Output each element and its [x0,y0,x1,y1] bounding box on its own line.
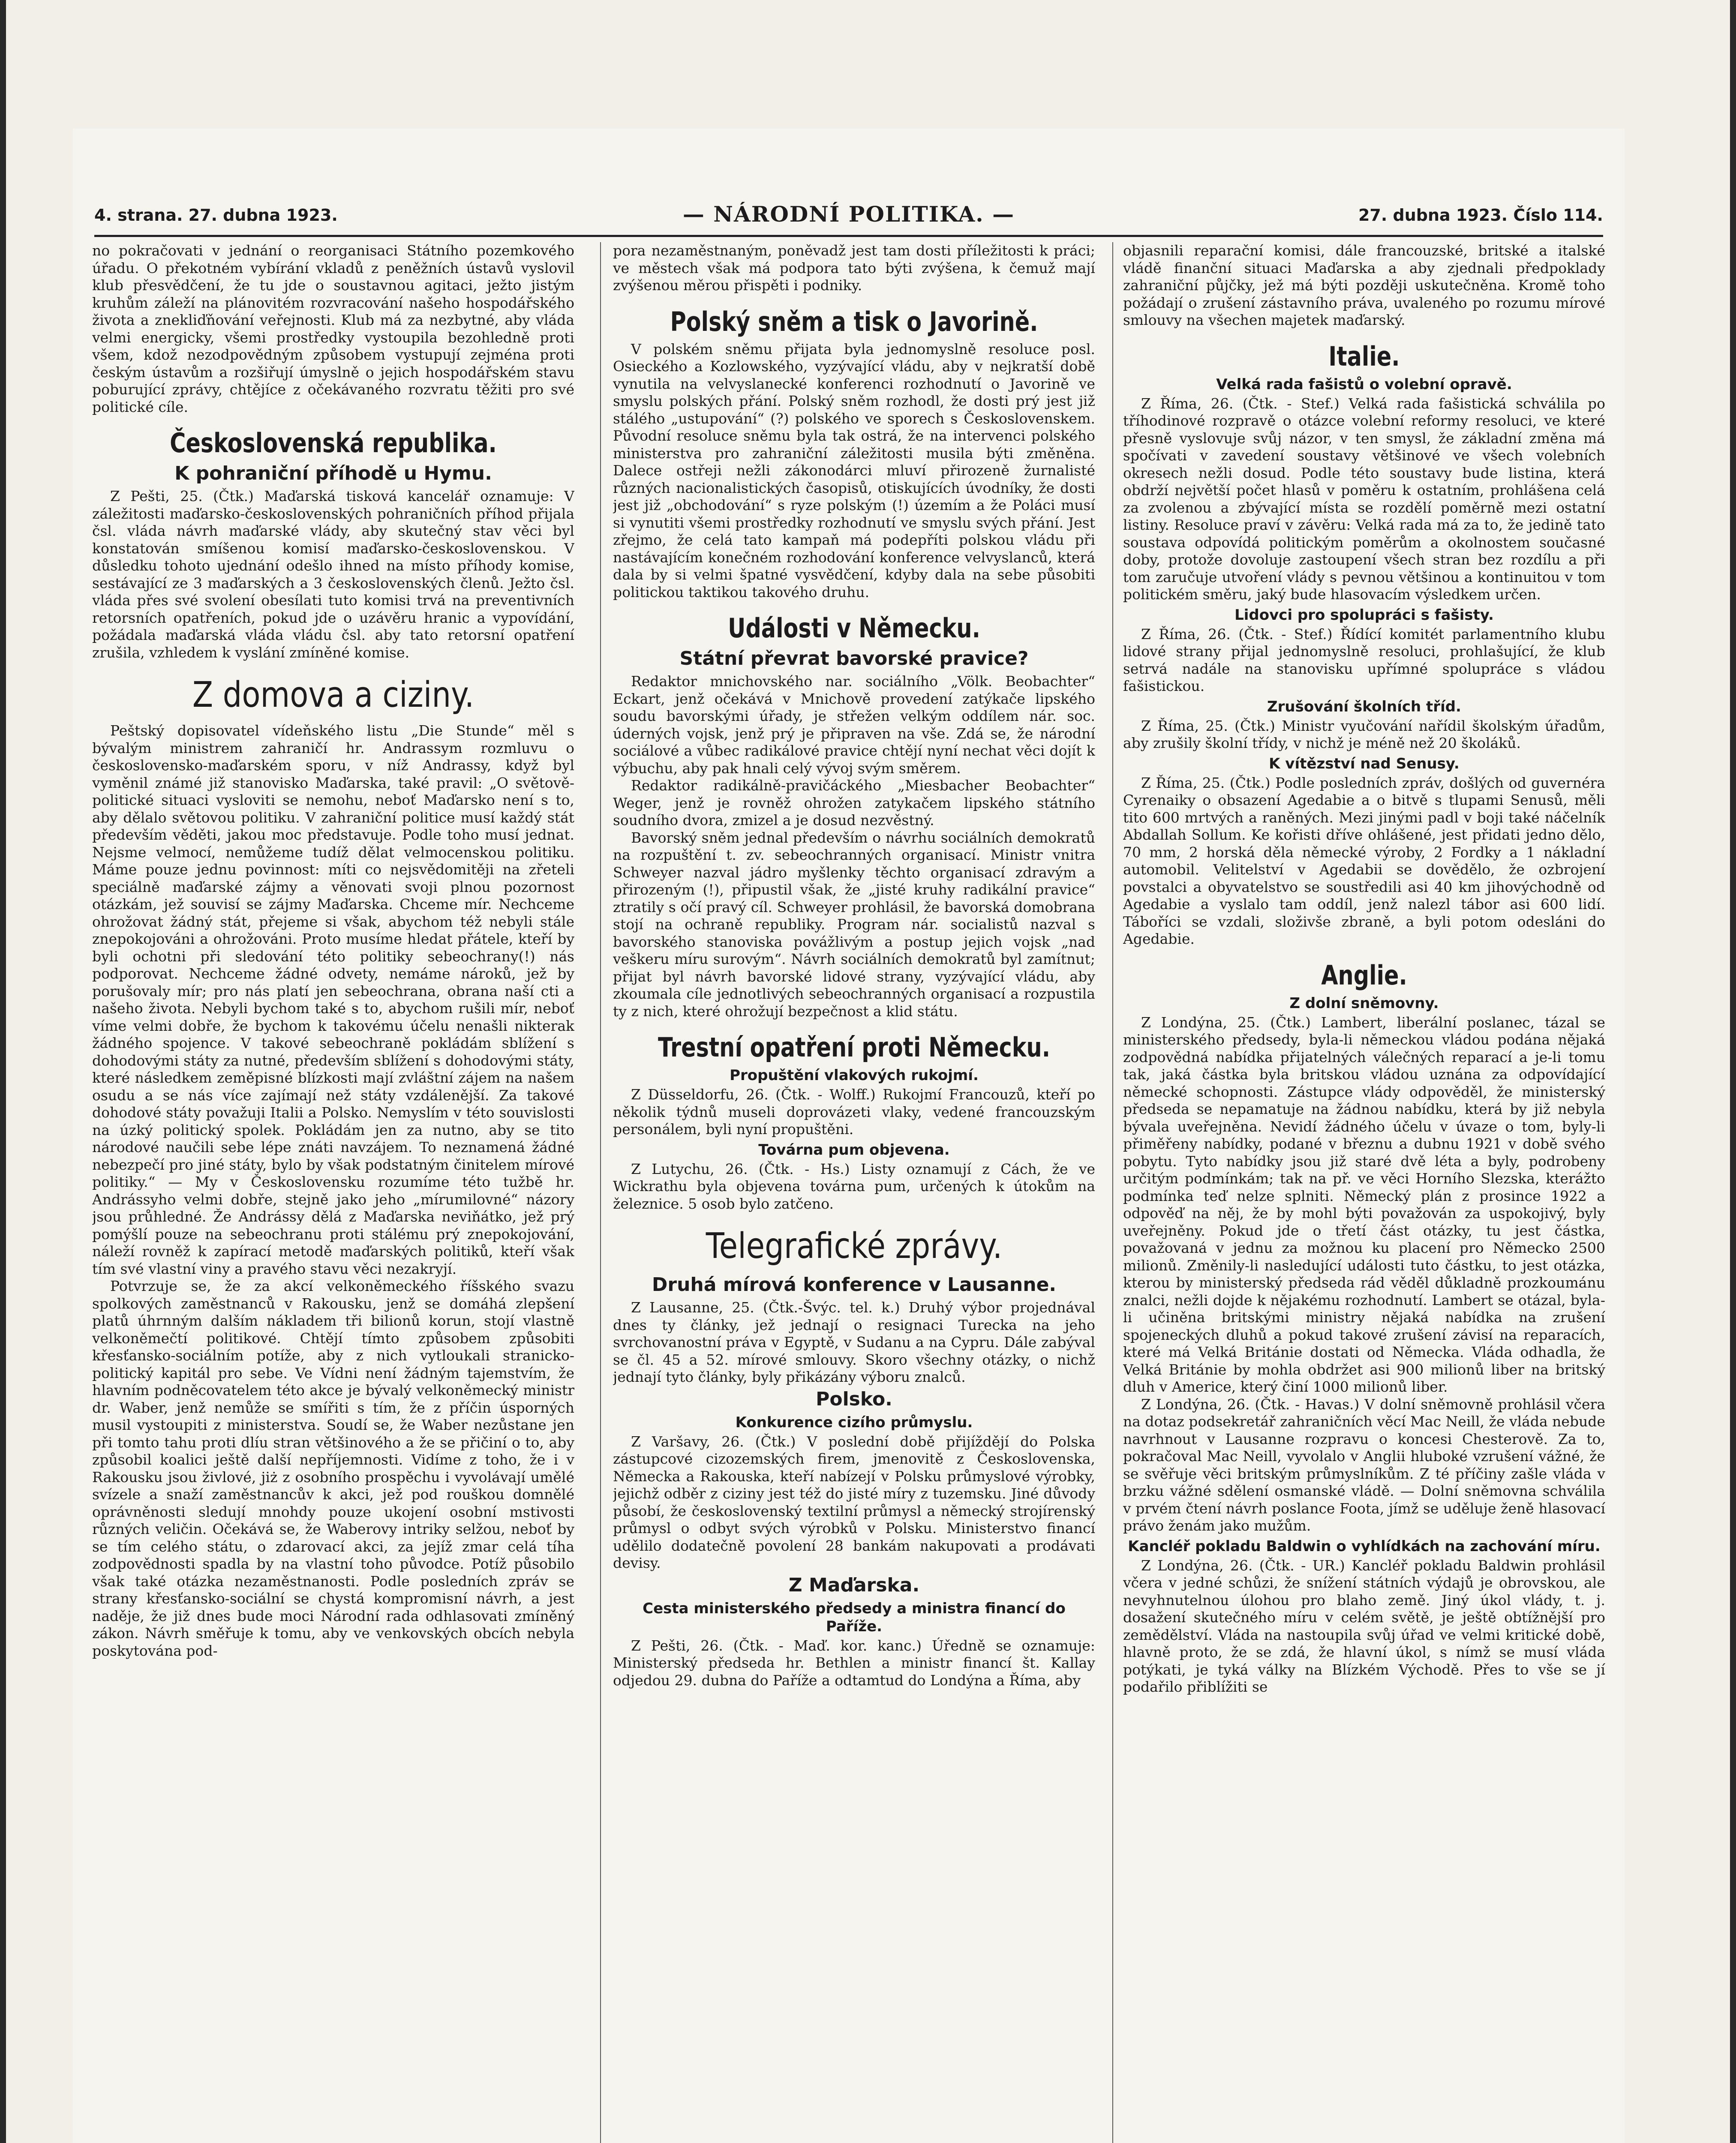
article-text: Potvrzuje se, že za akcí velkoněmeckého říšského svazu spolkových zaměstnanců v Rakousku, jenž se domáhá zlepšení platů úhrnným dalším nákladem tři bilionů korun, stojí vlastně velkoněmečtí politikové. Chtějí tímto způsobem způsobiti křesťansko-sociálním potíže, aby z nich vytloukali stranicko-politický kapitál pro sebe. Ve Vídni není žádným tajemstvím, že hlavním podněcovatelem této akce je bývalý velkoněmecký ministr dr. Waber, jenž nemůže se smířiti s tím, že z příčin úsporných musil vystoupiti z ministerstva. Soudí se, že Waber nezůstane jen při tomto tahu proti dlíu stran většinového a že se přičiní o to, aby způsobil koalici ještě další nepříjemnosti. Vidíme z toho, že i v Rakousku jsou živlové, jiż z osobního prospěchu i vyvolávají umělé svízele a snaží zaměstnancův k akci, jež pod rouškou domnělé oprávněnosti sledují mnohdy pouze ukojení osobní mstivosti různých veličin. Očekává se, že Waberovy intriky selžou, neboť by se tím celého státu, o zdarovací akci, za jejíž zmar celá tíha zodpovědnosti spadla by na vlastní toho původce. Potíž působilo však také otázka nezaměstnanosti. Podle posledních zpráv se strany křesťansko-sociální se chystá kompromisní návrh, a jest naděje, že již dnes bude moci Národní rada odhlasovati zmíněný zákon. Návrh směřuje k tomu, aby ve venkovských obcích nebyla poskytována pod- [92,1278,574,1659]
article-heading: Propuštění vlakových rukojmí. [730,1067,979,1084]
column-2 [613,242,1095,2143]
article-text: Z Düsseldorfu, 26. (Čtk. - Wolff.) Rukojmí Francouzů, kteří po několik týdnů museli doprovázeti vlaky, vedené francouzským personálem, byli nyní propuštěni. [613,1086,1095,1138]
article-text: Z Lutychu, 26. (Čtk. - Hs.) Listy oznamují z Cách, že ve Wickrathu byla objevena továrna pum, určených k útokům na železnice. 5 osob bylo zatčeno. [613,1160,1095,1212]
section-heading: Z domova a ciziny. [192,675,475,715]
header-rule [94,235,1603,237]
section-heading: Polský sněm a tisk o Javorině. [670,306,1038,337]
article-text: Bavorský sněm jednal především o návrhu sociálních demokratů na rozpuštění t. zv. sebeochranných organisací. Ministr vnitra Schweyer nazval jádro myšlenky těchto organisací zdravým a přirozeným (!), připustil však, že „jisté kruhy radikální pravice“ ztratily s očí pravý cíl. Schweyer prohlásil, že bavorská domobrana stojí na ochraně republiky. Program nár. socialistů nazval s bavorského stanoviska povážlivým a postup jejich vojsk „nad veškeru míru surovým“. Návrh sociálních demokratů byl zamítnut; přijat byl návrh bavorské lidové strany, vyzývající vládu, aby zkoumala cíle jednotlivých sebeochranných organisací a rozpustila ty z nich, které ohrožují bezpečnost a klid státu. [613,829,1095,1020]
column-divider [1112,242,1113,2143]
article-heading: Velká rada fašistů o volební opravě. [1216,375,1512,393]
scan-border-left [0,0,6,2143]
article-text: Z Varšavy, 26. (Čtk.) V poslední době přijíždějí do Polska zástupcové cizozemských firem, jmenovitě z Československa, Německa a Rakouska, kteří nabízejí v Polsku průmyslové výrobky, jejichž odběr z ciziny jest též do jisté míry z tuzemsku. Jiné důvody působí, že československý textilní průmysl a německý strojírenský průmysl o odbyt svých výrobků v Polsku. Ministerstvo financí udělilo dodatečně povolení 28 bankám nakupovati a prodávati devisy. [613,1433,1095,1571]
article-text: Z Říma, 25. (Čtk.) Podle posledních zpráv, došlých od guvernéra Cyrenaiky o obsazení Agedabie a o bitvě s tlupami Senusů, měli tito 600 mrtvých a raněných. Mezi jinými padl v boji také náčelník Abdallah Sollum. Ke kořisti dříve ohlášené, jest přidati jedno dělo, 70 mm, 2 horská děla německé výroby, 2 Fordky a 1 nákladní automobil. Velitelství v Agedabii se dovědělo, že ozbrojení povstalci a obyvatelstvo se soustředili asi 40 km jihovýchodně od Agedabie a vyslalo tam oddíl, jenž nalezl tábor asi 600 lidí. Táboříci se vzdali, složivše zbraně, a byli potom odesláni do Agedabie. [1123,774,1605,947]
article-text: objasnili reparační komisi, dále francouzské, britské a italské vládě finanční situaci Maďarska a aby zjednali předpoklady zahraniční půjčky, jež má býti později uskutečněna. Kromě toho požádají o zrušení zástavního práva, uvaleného po rozumu mírové smlouvy na všechen majetek maďarský. [1123,242,1605,328]
article-heading: Druhá mírová konference v Lausanne. [652,1274,1057,1296]
column-divider [600,242,601,2143]
article-text: pora nezaměstnaným, poněvadž jest tam dosti příležitosti k práci; ve městech však má podpora tato býti zvýšena, k čemuž mají zvýšenou měrou přispěti i podniky. [613,242,1095,294]
page-header [94,201,1603,231]
article-text: V polském sněmu přijata byla jednomyslně resoluce posl. Osieckého a Kozlowského, vyzývající vládu, aby v nejkratší době vynutila na velvyslanecké konferenci rozhodnutí o Javorině ve smyslu polských přání. Polský sněm rozhodl, že dosti prý jest již stálého „ustupování“ (?) polského ve sporech s Československem. Původní resoluce sněmu byla tak ostrá, že na intervenci polského ministerstva pro zahraniční záležitosti musila býti změněna. Dalece ostřeji nežli zákonodárci mluví přirozeně žurnalisté různých nacionalistických časopisů, otiskujících úvodníky, že dosti jest již „obchodování“ s ryze polským (!) územím a že Poláci musí si vynutiti všemi prostředky rozhodnutí ve smyslu svých přání. Jest zřejmo, že celá tato kampaň má podepříti polskou vládu při nastávajícím konečném rozhodování konference velvyslanců, která dala by si velmi špatné vysvědčení, kdyby dala na sebe působiti politickou taktikou takového druhu. [613,340,1095,600]
article-text: Peštský dopisovatel vídeňského listu „Die Stunde“ měl s bývalým ministrem zahraničí hr. Andrassym rozmluvu o československo-maďarském sporu, v níž Andrassy, když byl vyměnil známé již stanovisko Maďarska, také pravil: „O světově-politické situaci vysloviti se nemohu, neboť Maďarsko není s to, aby dělalo světovou politiku. V zahraniční politice musí každý stát především věděti, jakou moc představuje. Podle toho musí jednat. Nejsme velmocí, nemůžeme tudíž dělat velmocenskou politiku. Máme pouze jednu povinnost: míti co nejsvědomitěji na zřeteli speciálně maďarské zájmy a věnovati svoji plnou pozornost otázkám, jež souvisí se zájmy Maďarska. Chceme mír. Nechceme ohrožovat žádný stát, přejeme si však, abychom též nebyli stále znepokojováni a ohrožováni. Proto musíme hledat přátele, kteří by byli ochotni při sledování této politiky sebeochrany(!) nás podporovat. Nechceme žádné odvety, nemáme nároků, jež by porušovaly mír; pro nás platí jen sebeochrana, obrana naší cti a našeho života. Nebyli bychom také s to, abychom rušili mír, neboť víme velmi dobře, že bychom k takovému účelu nenašli nikterak žádného spojence. V takové sebeochraně pokládám sblížení s dohodovými státy za nutné, především sblížení s dohodovými státy, které následkem zeměpisné blízkosti mají zvláštní zájem na našem osudu a se nás více zajímají než státy vzdálenější. Za takové dohodové státy považuji Italii a Polsko. Nemyslím v této souvislosti na úzký politický spolek. Pokládám jen za nutno, aby se tito národové naučili sebe lépe znáti navzájem. To neznamená žádné nebezpečí pro jiné státy, bylo by však podstatným činitelem mírové politiky.“ — My v Československu rozumíme této tužbě hr. Andrássyho velmi dobře, stejně jako jeho „mírumilovné“ názory jsou průhledné. Že Andrássy dělá z Maďarska neviňátko, jež prý pomýšlí pouze na sebeochranu proti stálému prý znepokojování, náleží rovněž k zapírací metodě maďarských politiků, kteří však tím své vlastní viny a pravého stavu věci nezakryjí. [92,722,574,1277]
column-1 [92,242,574,2143]
article-heading: Zrušování školních tříd. [1267,698,1461,715]
article-heading: Lidovci pro spolupráci s fašisty. [1234,606,1494,624]
article-heading: Kancléř pokladu Baldwin o vyhlídkách na zachování míru. [1128,1537,1601,1555]
country-heading: Italie. [1328,340,1400,372]
article-text: Z Pešti, 26. (Čtk. - Maď. kor. kanc.) Úředně se oznamuje: Ministerský předseda hr. Bethlen a ministr financí št. Kallay odjedou 29. dubna do Paříže a odtamtud do Londýna a Říma, aby [613,1637,1095,1689]
article-text: no pokračovati v jednání o reorganisaci Státního pozemkového úřadu. O překotném vybírání vkladů z peněžních ústavů vyslovil klub přesvědčení, že tu jde o soustavnou agitaci, ježto jistým kruhům záleží na plánovitém rozvracování našeho hospodářského života a znekliďňování veřejnosti. Klub má za nezbytné, aby vláda velmi energicky, všemi prostředky vystoupila bezohledně proti všem, kdož nezodpovědným způsobem vystupují zejména proti českým ústavům a rozšiřují úmyslně o jejich hospodářském stavu poburující zprávy, chtějíce z očekávaného rozvratu těžiti pro své politické cíle. [92,242,574,415]
section-heading: Československá republika. [170,427,497,459]
masthead: — NÁRODNÍ POLITIKA. — [682,201,1015,227]
article-text: Z Lausanne, 25. (Čtk.-Švýc. tel. k.) Druhý výbor projednával dnes ty články, jež jednají o resignaci Turecka na jeho svrchovanostní práva v Egyptě, v Sudanu a na Cypru. Dále zabýval se čl. 45 a 52. mírové smlouvy. Skoro všechny otázky, o nichž jednají tyto články, byly přikázány výboru znalců. [613,1299,1095,1385]
column-3 [1123,242,1605,2143]
article-heading: K pohraniční příhodě u Hymu. [174,462,492,484]
article-heading: Státní převrat bavorské pravice? [679,648,1029,669]
country-heading: Anglie. [1321,959,1407,991]
article-text: Redaktor mnichovského nar. sociálního „Völk. Beobachter“ Eckart, jenž očekává v Mnichově provedení zatýkače lipského soudu bavorskými úřady, je střežen velkým oddílem nár. soc. úderných vojsk, jenž prý je připraven na vše. Zdá se, že národní sociálové a vůbec radikálové pravice chtějí nyní nechat věci dojít k výbuchu, aby pak hnali celý vývoj svým směrem. [613,673,1095,777]
article-text: Z Říma, 25. (Čtk.) Ministr vyučování nařídil školským úřadům, aby zrušily školní třídy, v nichž je méně než 20 školáků. [1123,717,1605,751]
country-heading: Z Maďarska. [788,1574,920,1596]
section-heading: Trestní opatření proti Německu. [658,1032,1051,1063]
issue-number: 27. dubna 1923. Číslo 114. [1358,206,1603,225]
scan-border-right [1730,0,1736,2143]
article-heading: Konkurence cizího průmyslu. [735,1414,973,1431]
country-heading: Polsko. [816,1388,892,1410]
section-heading: Telegrafické zprávy. [706,1226,1003,1267]
article-text: Redaktor radikálně-pravičáckého „Miesbacher Beobachter“ Weger, jenž je rovněž ohrožen zatykačem lipského státního soudního dvora, zmizel a je dosud nezvěstný. [613,777,1095,828]
section-heading: Události v Německu. [728,612,980,644]
page-number: 4. strana. 27. dubna 1923. [94,206,338,225]
article-heading: Cesta ministerského předsedy a ministra financí do Paříže. [643,1600,1066,1635]
article-text: Z Pešti, 25. (Čtk.) Maďarská tisková kancelář oznamuje: V záležitosti maďarsko-československých pohraničních příhod přijala čsl. vláda návrh maďarské vlády, aby skutečný stav věci byl konstatován smíšenou komisí maďarsko-československou. V důsledku tohoto ujednání odešlo ihned na místo příhody komise, sestávající ze 3 maďarských a 3 československých členů. Ježto čsl. vláda přes své svolení obesílati tuto komisi trvá na preventivních retorsních opatřeních, pokud jde o uzávěru hranic a vypovídání, požádala maďarská vláda vládu čsl. aby tato retorsní opatření zrušila, vzhledem k vyslání zmíněné komise. [92,488,574,661]
article-text: Z Říma, 26. (Čtk. - Stef.) Velká rada fašistická schválila po tříhodinové rozpravě o otázce volební reformy resoluci, ve které přesně vyslovuje svůj názor, v ten smysl, že základní změna má spočívati v zavedení soustavy většinové ve všech volebních okresech nežli dosud. Podle této soustavy bude listina, která obdrží největší počet hlasů v poměru k ostatním, prohlášena celá za zvolenou a zbývající místa se rozdělí poměrně mezi ostatní listiny. Resoluce praví v závěru: Velká rada má za to, že jedině tato soustava odpovídá politickým poměrům a okolnostem současné doby, protože dovoluje zastoupení všech stran bez rozdílu a při tom zaručuje utvoření vlády s pevnou většinou a kontinuitou v tom politickém směru, jaký bude hlasovacím výsledkem určen. [1123,395,1605,603]
article-heading: K vítězství nad Senusy. [1269,755,1460,772]
article-text: Z Londýna, 26. (Čtk. - Havas.) V dolní sněmovně prohlásil včera na dotaz podsekretář zahraničních věcí Mac Neill, že vláda nebude navrhnout v Lausanne rozpravu o koncesi Chesterově. Za to, pokračoval Mac Neill, vyvolalo v Anglii hluboké vzrušení vážné, že se svěřuje věci britským průmyslníkům. Z té příčiny zašle vláda v brzku vážné sdělení osmanské vládě. — Dolní sněmovna schválila v prvém čtení návrh poslance Foota, jímž se uděluje ženě hlasovací právo ženám jako mužům. [1123,1396,1605,1534]
article-heading: Továrna pum objevena. [758,1141,950,1159]
article-text: Z Londýna, 26. (Čtk. - UR.) Kancléř pokladu Baldwin prohlásil včera v jedné schůzi, že snížení státních výdajů je obrovskou, ale nevyhnutelnou úlohou pro blaho země. Jiný úkol vlády, t. j. dosažení skutečného míru v celém světě, je ještě obtížnější pro zemědělství. Vláda na nastoupila svůj úřad ve velmi kritické době, hlavně proto, že se zdá, že hlavní úkol, s nímž se musí vláda potýkati, je tyká války na Blízkém Východě. Přes to vše se jí podařilo přiblížiti se [1123,1557,1605,1695]
article-text: Z Říma, 26. (Čtk. - Stef.) Řídící komitét parlamentního klubu lidové strany přijal jednomyslně resoluci, prohlašující, že klub setrvá nadále na stanovisku upřímné spolupráce s vládou fašistickou. [1123,625,1605,694]
article-text: Z Londýna, 25. (Čtk.) Lambert, liberální poslanec, tázal se ministerského předsedy, byla-li německou vládou podána nějaká zodpovědná nabídka přijatelných válečných reparací a je-li tomu tak, jaká částka byla britskou vládou uznána za odpovídající německé schopnosti. Zástupce vlády odpověděl, že ministerský předseda se nepamatuje na žádnou nabídku, která by již nebyla bývala uveřejněna. Nevidí žádného účelu v úvaze o tom, byly-li přiměřeny nabídky, podané v březnu a dubnu 1921 v době svého pobytu. Tyto nabídky jsou již staré dvě léta a byly, podrobeny určitým podmínkám; tak na př. ve věci Horního Slezska, kterážto podmínka teď nelze splniti. Německý plán z prosince 1922 a odpověď na něj, že by mohl býti považován za uspokojivý, byly uveřejněny. Pokud jde o třetí část otázky, tu jest částka, považovaná v jednu za možnou ku placení pro Německo 2500 milionů. Změnily-li nasledující události tuto částku, to jest otázka, kterou by ministerský předseda rád věděl důkladně prozkoumánu znalci, nežli dojde k nějakému rozhodnutí. Lambert se otázal, byla-li učiněna britskými ministry nějaká nabídka na zrušení spojeneckých dluhů a pokud takové zrušení závisí na reparacích, které má Velká Británie dostati od Německa. Vláda odhadla, že Velká Británie by mohla obdržet asi 900 milionů liber na britský dluh v Americe, který činí 1000 milionů liber. [1123,1014,1605,1395]
article-heading: Z dolní sněmovny. [1289,994,1439,1012]
